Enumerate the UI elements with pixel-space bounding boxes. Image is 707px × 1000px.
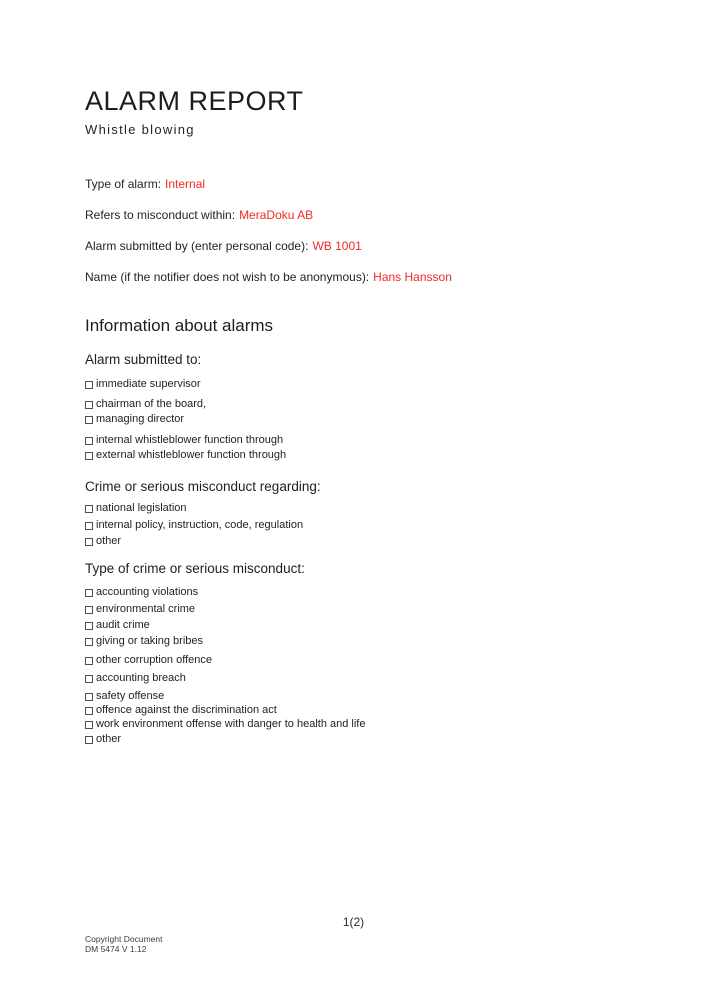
- field-row-notifier-name: [85, 271, 630, 284]
- checkbox-row[interactable]: [85, 586, 630, 599]
- checkbox-label: accounting breach: [96, 672, 186, 684]
- checkbox-icon[interactable]: [85, 721, 93, 729]
- checkbox-row[interactable]: [85, 672, 630, 685]
- field-label: Name (if the notifier does not wish to be anonymous):: [85, 270, 370, 284]
- checkbox-row[interactable]: [85, 654, 630, 667]
- checkbox-icon[interactable]: [85, 522, 93, 530]
- checkbox-label: internal policy, instruction, code, regulation: [96, 519, 304, 531]
- field-value: Hans Hansson: [373, 270, 452, 284]
- checkbox-row[interactable]: [85, 519, 630, 532]
- checkbox-icon[interactable]: [85, 707, 93, 715]
- checkbox-icon[interactable]: [85, 437, 93, 445]
- checkbox-label: managing director: [96, 413, 185, 425]
- checkbox-icon[interactable]: [85, 693, 93, 701]
- checkbox-row[interactable]: [85, 413, 630, 426]
- checkbox-icon[interactable]: [85, 638, 93, 646]
- checkbox-row[interactable]: [85, 502, 630, 515]
- checkbox-label: other: [96, 733, 122, 745]
- checkbox-label: accounting violations: [96, 586, 199, 598]
- checklist-heading-alarm-submitted-to: Alarm submitted to:: [85, 352, 202, 367]
- document-content: [85, 86, 630, 746]
- checkbox-label: work environment offense with danger to health and life: [96, 718, 366, 730]
- checklist-type-of-crime: [85, 586, 630, 746]
- checkbox-row[interactable]: [85, 733, 630, 746]
- field-label: Type of alarm:: [85, 177, 162, 191]
- field-row-misconduct-within: [85, 209, 630, 222]
- checkbox-icon[interactable]: [85, 416, 93, 424]
- field-value: Internal: [165, 177, 206, 191]
- field-value: WB 1001: [312, 239, 362, 253]
- checkbox-label: other corruption offence: [96, 654, 212, 666]
- checkbox-label: other: [96, 535, 122, 547]
- checkbox-row[interactable]: [85, 603, 630, 616]
- checkbox-label: offence against the discrimination act: [96, 704, 277, 716]
- checkbox-row[interactable]: [85, 690, 630, 703]
- footer-copyright: Copyright Document: [85, 934, 163, 944]
- checkbox-label: internal whistleblower function through: [96, 434, 284, 446]
- checklist-heading-crime-regarding: Crime or serious misconduct regarding:: [85, 479, 321, 494]
- checkbox-label: audit crime: [96, 619, 150, 631]
- checklist-crime-regarding: [85, 502, 630, 548]
- field-row-personal-code: [85, 240, 630, 253]
- checkbox-row[interactable]: [85, 449, 630, 462]
- checkbox-icon[interactable]: [85, 606, 93, 614]
- checkbox-icon[interactable]: [85, 589, 93, 597]
- checkbox-icon[interactable]: [85, 452, 93, 460]
- checkbox-label: safety offense: [96, 690, 165, 702]
- checkbox-icon[interactable]: [85, 505, 93, 513]
- document-footer: [85, 934, 162, 954]
- checkbox-row[interactable]: [85, 704, 630, 717]
- checkbox-label: giving or taking bribes: [96, 635, 204, 647]
- checkbox-icon[interactable]: [85, 401, 93, 409]
- checkbox-icon[interactable]: [85, 538, 93, 546]
- checkbox-icon[interactable]: [85, 622, 93, 630]
- checkbox-row[interactable]: [85, 718, 630, 731]
- field-value: MeraDoku AB: [239, 208, 314, 222]
- checkbox-row[interactable]: [85, 535, 630, 548]
- form-fields: [85, 178, 630, 284]
- checkbox-icon[interactable]: [85, 675, 93, 683]
- checkbox-row[interactable]: [85, 378, 630, 391]
- checkbox-label: immediate supervisor: [96, 378, 201, 390]
- checkbox-row[interactable]: [85, 635, 630, 648]
- checkbox-label: national legislation: [96, 502, 187, 514]
- checkbox-row[interactable]: [85, 434, 630, 447]
- checkbox-icon[interactable]: [85, 381, 93, 389]
- checkbox-icon[interactable]: [85, 657, 93, 665]
- footer-doc-id: DM 5474 V 1.12: [85, 944, 147, 954]
- section-heading-information-about-alarms: Information about alarms: [85, 316, 274, 335]
- checkbox-icon[interactable]: [85, 736, 93, 744]
- document-title: ALARM REPORT: [85, 86, 304, 116]
- checklist-heading-type-of-crime: Type of crime or serious misconduct:: [85, 561, 305, 576]
- checkbox-label: external whistleblower function through: [96, 449, 287, 461]
- field-row-type-of-alarm: [85, 178, 630, 191]
- checkbox-label: environmental crime: [96, 603, 196, 615]
- document-subtitle: Whistle blowing: [85, 122, 195, 137]
- field-label: Alarm submitted by (enter personal code):: [85, 239, 309, 253]
- checkbox-row[interactable]: [85, 398, 630, 411]
- checklist-alarm-submitted-to: [85, 378, 630, 462]
- page-number: 1(2): [342, 915, 365, 929]
- checkbox-row[interactable]: [85, 619, 630, 632]
- field-label: Refers to misconduct within:: [85, 208, 236, 222]
- checkbox-label: chairman of the board,: [96, 398, 207, 410]
